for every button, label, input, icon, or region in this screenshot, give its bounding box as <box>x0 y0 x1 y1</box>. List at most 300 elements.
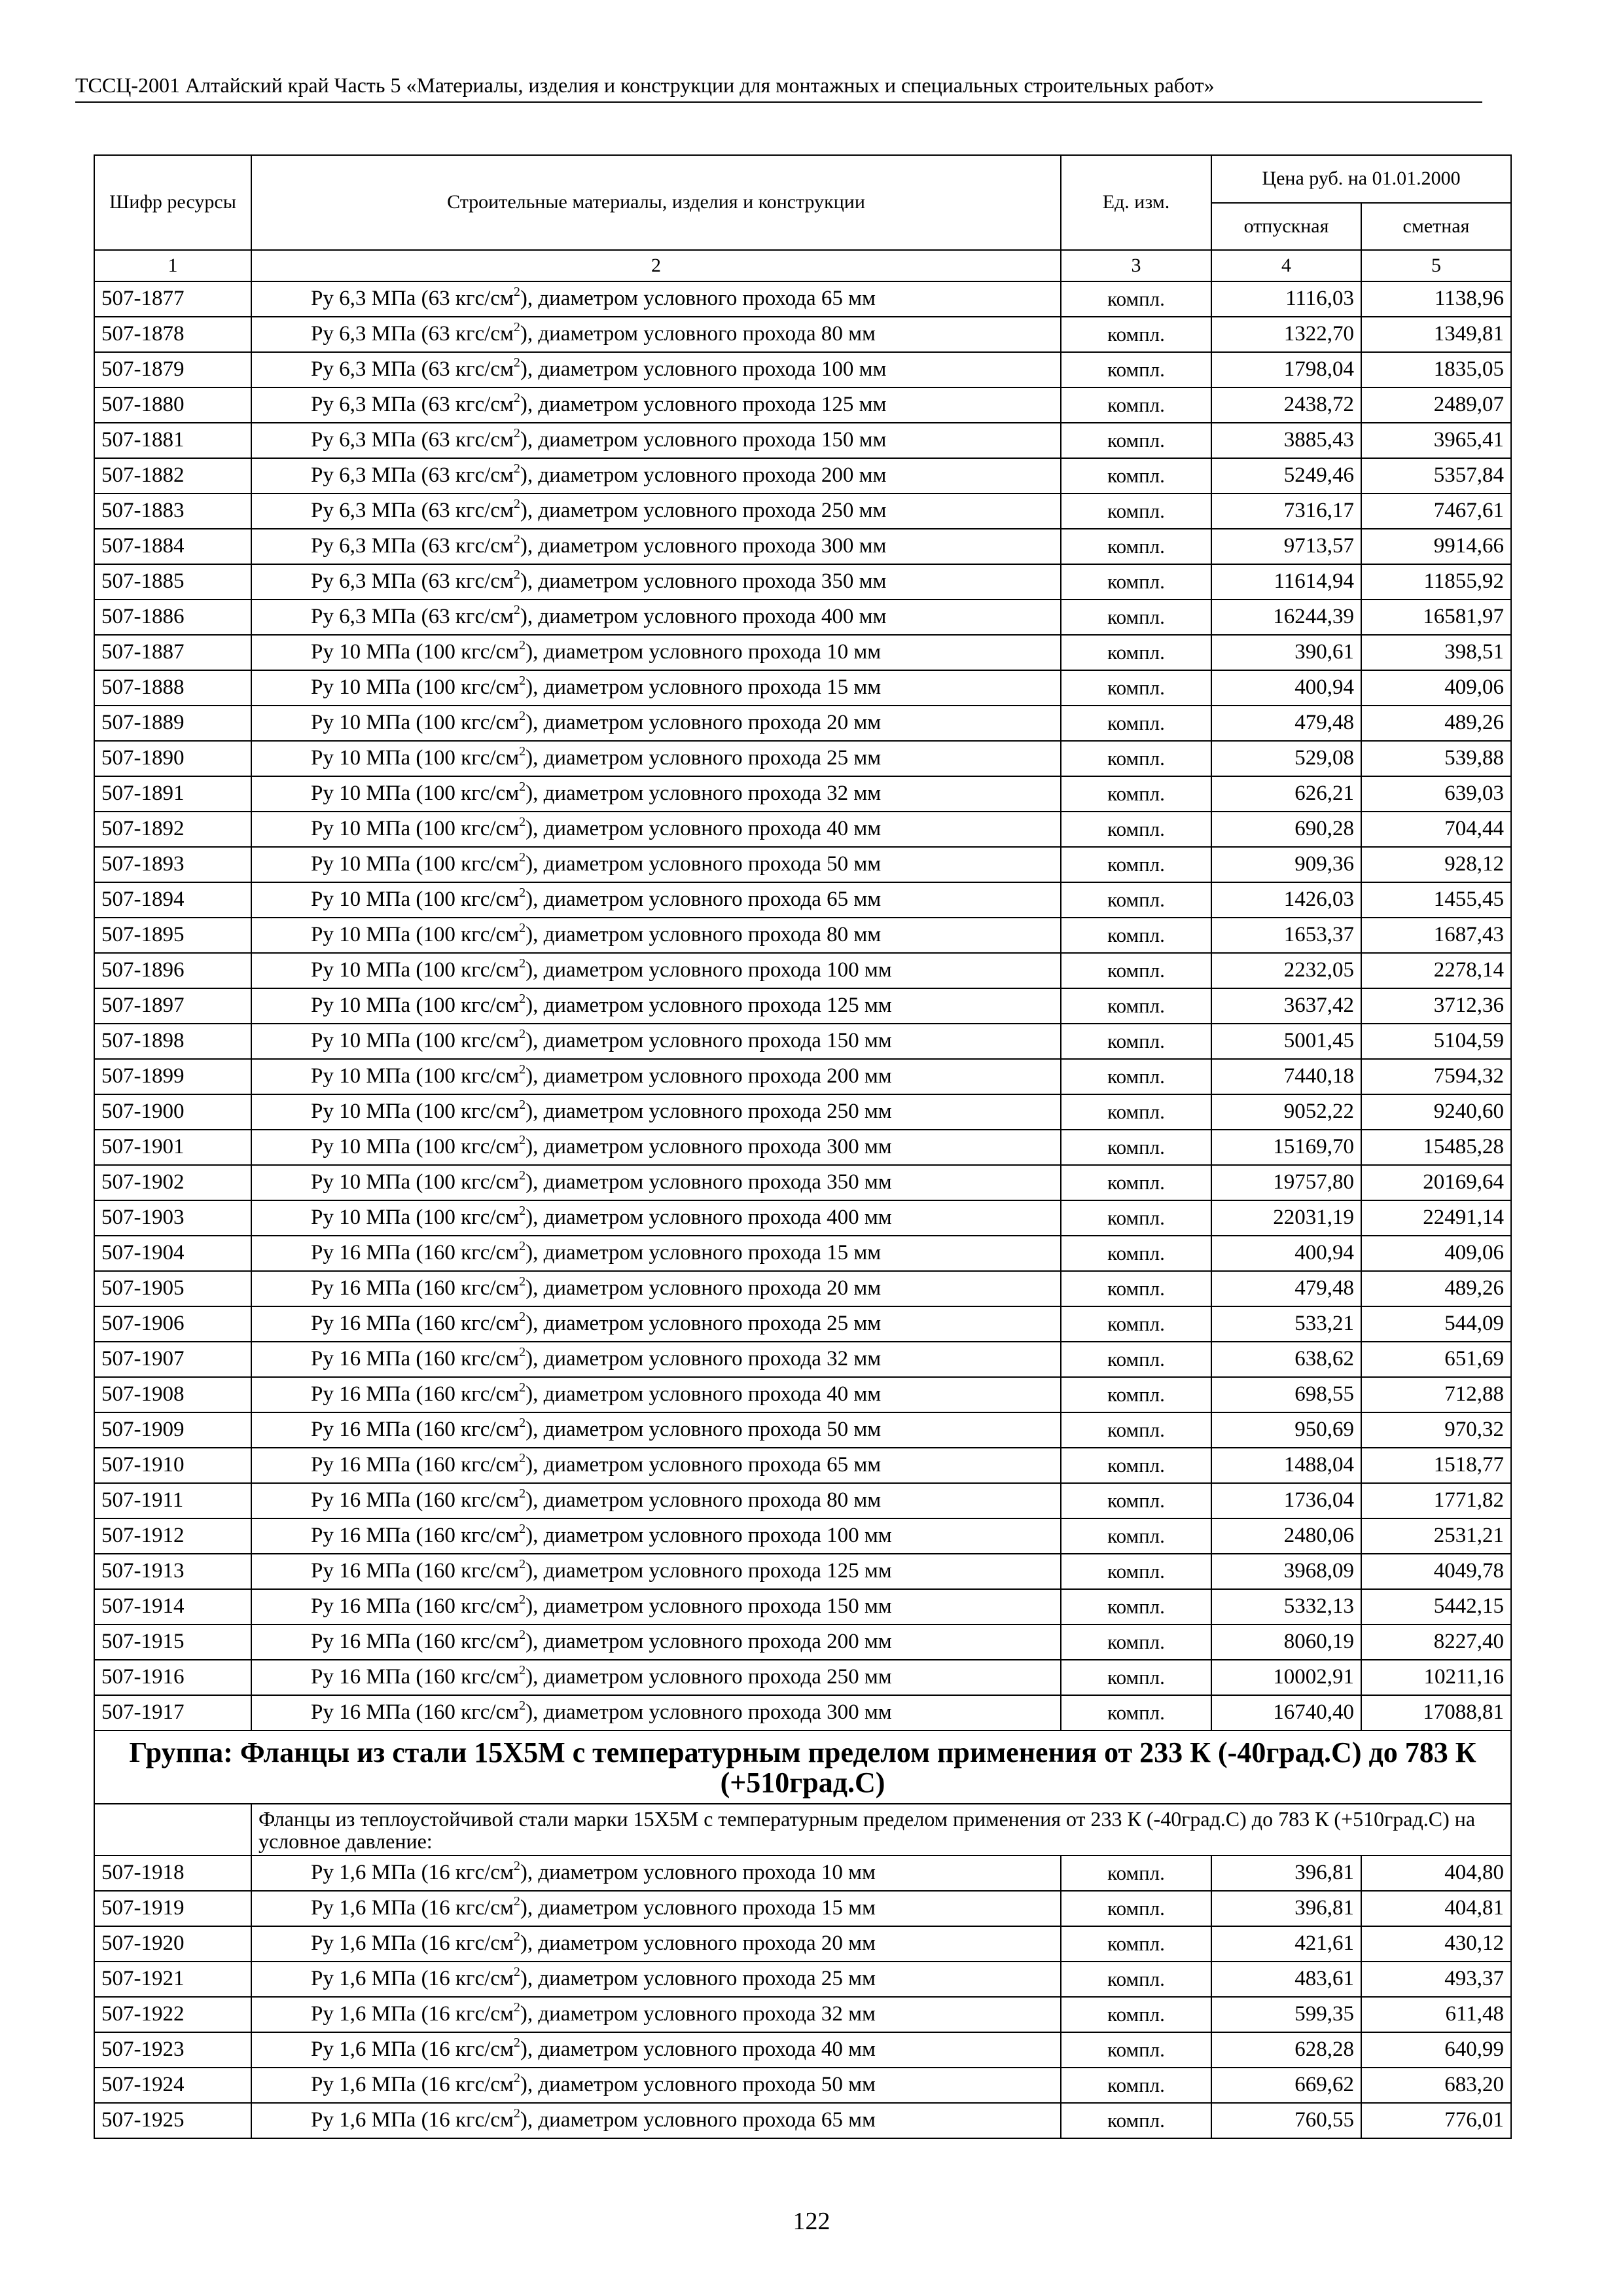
table-row <box>94 1306 1511 1342</box>
material-name-text: Ру 16 МПа (160 кгс/см <box>311 1418 520 1441</box>
estimate-price: 9240,60 <box>1361 1094 1511 1130</box>
unit: компл. <box>1061 1624 1211 1660</box>
material-name-text: ), диаметром условного прохода 350 мм <box>526 1170 892 1194</box>
release-price: 3637,42 <box>1211 988 1361 1024</box>
material-name-text: ), диаметром условного прохода 25 мм <box>526 746 882 770</box>
table-row <box>94 847 1511 882</box>
header-price-estimate: сметная <box>1361 203 1511 250</box>
material-name-text: ), диаметром условного прохода 20 мм <box>526 711 882 734</box>
table-row <box>94 317 1511 352</box>
resource-code: 507-1921 <box>94 1962 251 1997</box>
unit: компл. <box>1061 1891 1211 1926</box>
material-name-text: Ру 6,3 МПа (63 кгс/см <box>311 393 514 416</box>
estimate-price: 651,69 <box>1361 1342 1511 1377</box>
release-price: 483,61 <box>1211 1962 1361 1997</box>
estimate-price: 1455,45 <box>1361 882 1511 918</box>
table-row <box>94 1024 1511 1059</box>
superscript: 2 <box>519 1380 526 1395</box>
material-name-text: ), диаметром условного прохода 50 мм <box>526 852 882 876</box>
release-price: 529,08 <box>1211 741 1361 776</box>
estimate-price: 5357,84 <box>1361 458 1511 493</box>
table-row <box>94 988 1511 1024</box>
estimate-price: 489,26 <box>1361 1271 1511 1306</box>
release-price: 1736,04 <box>1211 1483 1361 1518</box>
estimate-price: 404,81 <box>1361 1891 1511 1926</box>
unit: компл. <box>1061 882 1211 918</box>
estimate-price: 3965,41 <box>1361 423 1511 458</box>
material-name <box>251 600 1061 635</box>
material-name-text: ), диаметром условного прохода 250 мм <box>520 499 887 522</box>
running-header: ТССЦ-2001 Алтайский край Часть 5 «Материалы, изделия и конструкции для монтажных и специальных строительных работ» <box>75 73 1482 103</box>
resource-code: 507-1914 <box>94 1589 251 1624</box>
table-row <box>94 918 1511 953</box>
material-name-text: ), диаметром условного прохода 150 мм <box>526 1029 892 1052</box>
estimate-price: 15485,28 <box>1361 1130 1511 1165</box>
unit: компл. <box>1061 988 1211 1024</box>
material-name <box>251 776 1061 812</box>
material-name-text: Ру 6,3 МПа (63 кгс/см <box>311 569 514 593</box>
material-name-text: ), диаметром условного прохода 25 мм <box>526 1312 882 1335</box>
superscript: 2 <box>513 532 520 547</box>
resource-code: 507-1900 <box>94 1094 251 1130</box>
material-name <box>251 1412 1061 1448</box>
resource-code: 507-1923 <box>94 2032 251 2068</box>
resource-code: 507-1907 <box>94 1342 251 1377</box>
material-name-text: ), диаметром условного прохода 32 мм <box>526 781 882 805</box>
unit: компл. <box>1061 1589 1211 1624</box>
superscript: 2 <box>513 2000 520 2015</box>
unit: компл. <box>1061 564 1211 600</box>
unit: компл. <box>1061 2032 1211 2068</box>
release-price: 9713,57 <box>1211 529 1361 564</box>
release-price: 690,28 <box>1211 812 1361 847</box>
resource-code: 507-1889 <box>94 706 251 741</box>
table-row <box>94 1624 1511 1660</box>
estimate-price: 1771,82 <box>1361 1483 1511 1518</box>
unit: компл. <box>1061 776 1211 812</box>
resource-code: 507-1916 <box>94 1660 251 1695</box>
material-name <box>251 2068 1061 2103</box>
superscript: 2 <box>519 1274 526 1289</box>
material-name <box>251 564 1061 600</box>
material-name <box>251 458 1061 493</box>
superscript: 2 <box>519 1522 526 1536</box>
unit: компл. <box>1061 1518 1211 1554</box>
resource-code: 507-1908 <box>94 1377 251 1412</box>
resource-code: 507-1910 <box>94 1448 251 1483</box>
material-name-text: ), диаметром условного прохода 40 мм <box>526 1382 882 1406</box>
unit: компл. <box>1061 1342 1211 1377</box>
material-name <box>251 1200 1061 1236</box>
material-name-text: Ру 6,3 МПа (63 кгс/см <box>311 322 514 346</box>
estimate-price: 409,06 <box>1361 1236 1511 1271</box>
column-number-row <box>94 250 1511 281</box>
material-name-text: Ру 1,6 МПа (16 кгс/см <box>311 2073 514 2096</box>
table-row <box>94 352 1511 387</box>
unit: компл. <box>1061 317 1211 352</box>
material-name <box>251 1306 1061 1342</box>
table-row <box>94 1962 1511 1997</box>
material-name-text: ), диаметром условного прохода 10 мм <box>520 1861 876 1884</box>
superscript: 2 <box>519 1239 526 1253</box>
resource-code: 507-1920 <box>94 1926 251 1962</box>
material-name <box>251 1962 1061 1997</box>
estimate-price: 640,99 <box>1361 2032 1511 2068</box>
resource-code: 507-1882 <box>94 458 251 493</box>
superscript: 2 <box>513 320 520 334</box>
resource-code: 507-1902 <box>94 1165 251 1200</box>
resource-code: 507-1897 <box>94 988 251 1024</box>
unit: компл. <box>1061 1856 1211 1891</box>
material-name-text: ), диаметром условного прохода 80 мм <box>526 923 882 946</box>
superscript: 2 <box>519 886 526 900</box>
resource-code: 507-1906 <box>94 1306 251 1342</box>
material-name-text: ), диаметром условного прохода 15 мм <box>520 1896 876 1920</box>
group-note-code-cell <box>94 1804 251 1856</box>
superscript: 2 <box>519 709 526 723</box>
estimate-price: 8227,40 <box>1361 1624 1511 1660</box>
material-name-text: Ру 10 МПа (100 кгс/см <box>311 994 520 1017</box>
column-number: 3 <box>1061 250 1211 281</box>
price-table <box>94 154 1512 2139</box>
resource-code: 507-1879 <box>94 352 251 387</box>
superscript: 2 <box>519 1027 526 1041</box>
unit: компл. <box>1061 600 1211 635</box>
material-name-text: Ру 1,6 МПа (16 кгс/см <box>311 1967 514 1990</box>
table-row <box>94 1554 1511 1589</box>
material-name <box>251 988 1061 1024</box>
resource-code: 507-1878 <box>94 317 251 352</box>
table-row <box>94 458 1511 493</box>
estimate-price: 928,12 <box>1361 847 1511 882</box>
material-name-text: Ру 1,6 МПа (16 кгс/см <box>311 1931 514 1955</box>
material-name-text: ), диаметром условного прохода 125 мм <box>520 393 887 416</box>
resource-code: 507-1885 <box>94 564 251 600</box>
release-price: 2480,06 <box>1211 1518 1361 1554</box>
material-name-text: ), диаметром условного прохода 32 мм <box>520 2002 876 2026</box>
superscript: 2 <box>519 815 526 829</box>
estimate-price: 430,12 <box>1361 1926 1511 1962</box>
superscript: 2 <box>519 850 526 865</box>
table-row <box>94 953 1511 988</box>
release-price: 16740,40 <box>1211 1695 1361 1731</box>
release-price: 5001,45 <box>1211 1024 1361 1059</box>
estimate-price: 5442,15 <box>1361 1589 1511 1624</box>
resource-code: 507-1896 <box>94 953 251 988</box>
estimate-price: 9914,66 <box>1361 529 1511 564</box>
material-name-text: ), диаметром условного прохода 20 мм <box>520 1931 876 1955</box>
release-price: 8060,19 <box>1211 1624 1361 1660</box>
unit: компл. <box>1061 281 1211 317</box>
material-name-text: ), диаметром условного прохода 15 мм <box>526 675 882 699</box>
material-name-text: ), диаметром условного прохода 200 мм <box>526 1630 892 1653</box>
release-price: 3885,43 <box>1211 423 1361 458</box>
release-price: 7316,17 <box>1211 493 1361 529</box>
material-name-text: Ру 16 МПа (160 кгс/см <box>311 1594 520 1618</box>
estimate-price: 544,09 <box>1361 1306 1511 1342</box>
material-name-text: ), диаметром условного прохода 80 мм <box>526 1488 882 1512</box>
unit: компл. <box>1061 2103 1211 2138</box>
material-name-text: Ру 1,6 МПа (16 кгс/см <box>311 1861 514 1884</box>
resource-code: 507-1922 <box>94 1997 251 2032</box>
table-row <box>94 2068 1511 2103</box>
superscript: 2 <box>519 1628 526 1642</box>
superscript: 2 <box>519 1663 526 1677</box>
table-row <box>94 1094 1511 1130</box>
material-name-text: Ру 10 МПа (100 кгс/см <box>311 746 520 770</box>
estimate-price: 683,20 <box>1361 2068 1511 2103</box>
group-heading: Группа: Фланцы из стали 15Х5М с температурным пределом применения от 233 К (-40град.С) до 783 К (+510град.С) <box>94 1731 1511 1804</box>
material-name-text: Ру 6,3 МПа (63 кгс/см <box>311 499 514 522</box>
estimate-price: 5104,59 <box>1361 1024 1511 1059</box>
table-row <box>94 600 1511 635</box>
material-name-text: ), диаметром условного прохода 50 мм <box>520 2073 876 2096</box>
table-row <box>94 1271 1511 1306</box>
material-name <box>251 1024 1061 1059</box>
material-name-text: ), диаметром условного прохода 65 мм <box>526 1453 882 1477</box>
superscript: 2 <box>513 426 520 440</box>
unit: компл. <box>1061 706 1211 741</box>
estimate-price: 16581,97 <box>1361 600 1511 635</box>
release-price: 909,36 <box>1211 847 1361 882</box>
unit: компл. <box>1061 1130 1211 1165</box>
table-row <box>94 529 1511 564</box>
material-name <box>251 706 1061 741</box>
superscript: 2 <box>519 1062 526 1077</box>
table-row <box>94 1412 1511 1448</box>
table-row <box>94 741 1511 776</box>
estimate-price: 1138,96 <box>1361 281 1511 317</box>
material-name-text: ), диаметром условного прохода 40 мм <box>520 2037 876 2061</box>
material-name <box>251 1271 1061 1306</box>
material-name-text: ), диаметром условного прохода 100 мм <box>520 357 887 381</box>
release-price: 638,62 <box>1211 1342 1361 1377</box>
material-name-text: ), диаметром условного прохода 50 мм <box>526 1418 882 1441</box>
table-row <box>94 1200 1511 1236</box>
table-row <box>94 1377 1511 1412</box>
unit: компл. <box>1061 493 1211 529</box>
unit: компл. <box>1061 423 1211 458</box>
unit: компл. <box>1061 1926 1211 1962</box>
estimate-price: 489,26 <box>1361 706 1511 741</box>
material-name-text: ), диаметром условного прохода 300 мм <box>526 1135 892 1158</box>
table-row <box>94 2032 1511 2068</box>
release-price: 1116,03 <box>1211 281 1361 317</box>
material-name <box>251 493 1061 529</box>
material-name <box>251 918 1061 953</box>
material-name <box>251 670 1061 706</box>
superscript: 2 <box>513 1859 520 1873</box>
resource-code: 507-1883 <box>94 493 251 529</box>
unit: компл. <box>1061 1997 1211 2032</box>
estimate-price: 712,88 <box>1361 1377 1511 1412</box>
resource-code: 507-1884 <box>94 529 251 564</box>
header-unit: Ед. изм. <box>1061 155 1211 250</box>
resource-code: 507-1905 <box>94 1271 251 1306</box>
estimate-price: 20169,64 <box>1361 1165 1511 1200</box>
superscript: 2 <box>513 497 520 511</box>
superscript: 2 <box>513 2106 520 2121</box>
table-row <box>94 493 1511 529</box>
table-row <box>94 1926 1511 1962</box>
release-price: 2232,05 <box>1211 953 1361 988</box>
estimate-price: 2531,21 <box>1361 1518 1511 1554</box>
column-number: 2 <box>251 250 1061 281</box>
resource-code: 507-1924 <box>94 2068 251 2103</box>
release-price: 698,55 <box>1211 1377 1361 1412</box>
material-name <box>251 882 1061 918</box>
material-name-text: Ру 16 МПа (160 кгс/см <box>311 1276 520 1300</box>
estimate-price: 17088,81 <box>1361 1695 1511 1731</box>
material-name <box>251 1554 1061 1589</box>
resource-code: 507-1890 <box>94 741 251 776</box>
material-name <box>251 1624 1061 1660</box>
resource-code: 507-1915 <box>94 1624 251 1660</box>
material-name <box>251 1891 1061 1926</box>
material-name-text: Ру 10 МПа (100 кгс/см <box>311 1135 520 1158</box>
release-price: 400,94 <box>1211 1236 1361 1271</box>
table-row <box>94 882 1511 918</box>
estimate-price: 7594,32 <box>1361 1059 1511 1094</box>
material-name-text: ), диаметром условного прохода 65 мм <box>526 888 882 911</box>
table-row <box>94 1997 1511 2032</box>
material-name-text: Ру 1,6 МПа (16 кгс/см <box>311 2037 514 2061</box>
superscript: 2 <box>519 1451 526 1465</box>
superscript: 2 <box>519 1204 526 1218</box>
release-price: 22031,19 <box>1211 1200 1361 1236</box>
material-name <box>251 1165 1061 1200</box>
material-name-text: Ру 16 МПа (160 кгс/см <box>311 1524 520 1547</box>
superscript: 2 <box>519 992 526 1006</box>
release-price: 390,61 <box>1211 635 1361 670</box>
table-row <box>94 1236 1511 1271</box>
material-name <box>251 2032 1061 2068</box>
superscript: 2 <box>519 1168 526 1183</box>
material-name <box>251 812 1061 847</box>
resource-code: 507-1911 <box>94 1483 251 1518</box>
material-name <box>251 1660 1061 1695</box>
release-price: 626,21 <box>1211 776 1361 812</box>
table-row <box>94 1518 1511 1554</box>
unit: компл. <box>1061 635 1211 670</box>
unit: компл. <box>1061 847 1211 882</box>
table-row <box>94 670 1511 706</box>
material-name-text: Ру 16 МПа (160 кгс/см <box>311 1312 520 1335</box>
unit: компл. <box>1061 1236 1211 1271</box>
unit: компл. <box>1061 458 1211 493</box>
table-row <box>94 1059 1511 1094</box>
material-name <box>251 847 1061 882</box>
table-row <box>94 1891 1511 1926</box>
material-name-text: Ру 16 МПа (160 кгс/см <box>311 1665 520 1689</box>
unit: компл. <box>1061 1271 1211 1306</box>
column-number: 1 <box>94 250 251 281</box>
table-header <box>94 155 1511 281</box>
material-name-text: Ру 1,6 МПа (16 кгс/см <box>311 1896 514 1920</box>
superscript: 2 <box>519 1698 526 1713</box>
material-name-text: Ру 10 МПа (100 кгс/см <box>311 852 520 876</box>
superscript: 2 <box>513 355 520 370</box>
estimate-price: 1687,43 <box>1361 918 1511 953</box>
estimate-price: 404,80 <box>1361 1856 1511 1891</box>
unit: компл. <box>1061 1695 1211 1731</box>
resource-code: 507-1898 <box>94 1024 251 1059</box>
material-name-text: Ру 16 МПа (160 кгс/см <box>311 1382 520 1406</box>
material-name <box>251 1236 1061 1271</box>
material-name-text: Ру 6,3 МПа (63 кгс/см <box>311 605 514 628</box>
release-price: 5249,46 <box>1211 458 1361 493</box>
unit: компл. <box>1061 1024 1211 1059</box>
material-name-text: ), диаметром условного прохода 25 мм <box>520 1967 876 1990</box>
superscript: 2 <box>513 285 520 299</box>
table-row <box>94 2103 1511 2138</box>
unit: компл. <box>1061 812 1211 847</box>
resource-code: 507-1895 <box>94 918 251 953</box>
material-name-text: Ру 16 МПа (160 кгс/см <box>311 1630 520 1653</box>
unit: компл. <box>1061 1377 1211 1412</box>
material-name <box>251 1342 1061 1377</box>
material-name <box>251 1483 1061 1518</box>
group-heading-row <box>94 1731 1511 1804</box>
material-name <box>251 1377 1061 1412</box>
table-row <box>94 1165 1511 1200</box>
material-name-text: Ру 10 МПа (100 кгс/см <box>311 888 520 911</box>
material-name-text: Ру 10 МПа (100 кгс/см <box>311 958 520 982</box>
material-name-text: ), диаметром условного прохода 15 мм <box>526 1241 882 1265</box>
material-name <box>251 1856 1061 1891</box>
material-name-text: ), диаметром условного прохода 200 мм <box>526 1064 892 1088</box>
estimate-price: 11855,92 <box>1361 564 1511 600</box>
release-price: 19757,80 <box>1211 1165 1361 1200</box>
superscript: 2 <box>513 391 520 405</box>
material-name <box>251 423 1061 458</box>
estimate-price: 3712,36 <box>1361 988 1511 1024</box>
unit: компл. <box>1061 1059 1211 1094</box>
header-price-release: отпускная <box>1211 203 1361 250</box>
table-row <box>94 281 1511 317</box>
material-name-text: ), диаметром условного прохода 65 мм <box>520 287 876 310</box>
material-name-text: Ру 10 МПа (100 кгс/см <box>311 1206 520 1229</box>
resource-code: 507-1917 <box>94 1695 251 1731</box>
material-name <box>251 1130 1061 1165</box>
estimate-price: 776,01 <box>1361 2103 1511 2138</box>
material-name-text: ), диаметром условного прохода 150 мм <box>526 1594 892 1618</box>
resource-code: 507-1904 <box>94 1236 251 1271</box>
resource-code: 507-1877 <box>94 281 251 317</box>
estimate-price: 493,37 <box>1361 1962 1511 1997</box>
superscript: 2 <box>513 2071 520 2085</box>
estimate-price: 1349,81 <box>1361 317 1511 352</box>
release-price: 16244,39 <box>1211 600 1361 635</box>
release-price: 760,55 <box>1211 2103 1361 2138</box>
estimate-price: 398,51 <box>1361 635 1511 670</box>
release-price: 10002,91 <box>1211 1660 1361 1695</box>
material-name-text: ), диаметром условного прохода 300 мм <box>520 534 887 558</box>
superscript: 2 <box>513 567 520 582</box>
unit: компл. <box>1061 1412 1211 1448</box>
unit: компл. <box>1061 1483 1211 1518</box>
estimate-price: 2489,07 <box>1361 387 1511 423</box>
material-name <box>251 635 1061 670</box>
table-row <box>94 706 1511 741</box>
material-name <box>251 387 1061 423</box>
unit: компл. <box>1061 1554 1211 1589</box>
table-row <box>94 776 1511 812</box>
superscript: 2 <box>519 956 526 971</box>
material-name-text: ), диаметром условного прохода 32 мм <box>526 1347 882 1371</box>
release-price: 3968,09 <box>1211 1554 1361 1589</box>
unit: компл. <box>1061 352 1211 387</box>
